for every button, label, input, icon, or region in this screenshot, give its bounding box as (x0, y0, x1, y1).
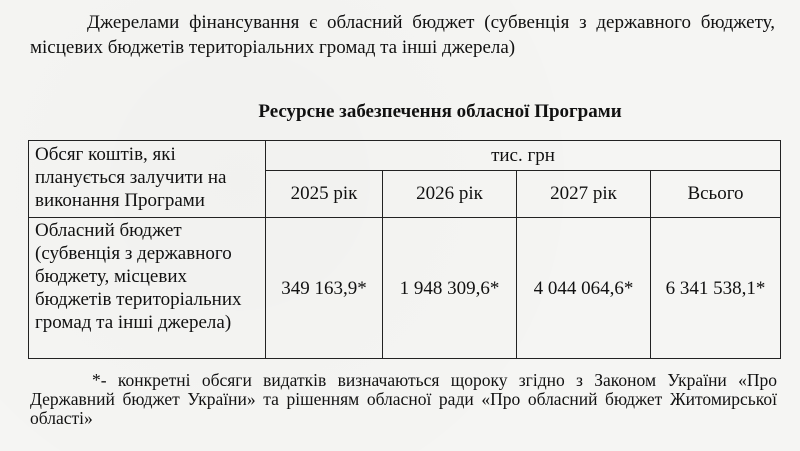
header-funding-volume: Обсяг коштів, які планується залучити на виконання Програми (29, 141, 266, 218)
header-total: Всього (651, 170, 781, 217)
value-total: 6 341 538,1* (651, 218, 781, 359)
resource-table (28, 140, 781, 359)
header-unit: тис. грн (266, 141, 781, 171)
footnote: *- конкретні обсяги видатків визначаються щороку згідно з Законом України «Про Державний бюджет України» та рішенням обласної ради «Про обласний бюджет Житомирської області» (30, 370, 777, 428)
value-2025: 349 163,9* (266, 218, 383, 359)
header-year-2027: 2027 рік (517, 170, 651, 217)
header-year-2026: 2026 рік (383, 170, 517, 217)
value-2027: 4 044 064,6* (517, 218, 651, 359)
value-2026: 1 948 309,6* (383, 218, 517, 359)
table-row (29, 218, 781, 359)
table-header-row (29, 141, 781, 171)
header-year-2025: 2025 рік (266, 170, 383, 217)
intro-paragraph: Джерелами фінансування є обласний бюджет (субвенція з державного бюджету, місцевих бюджетів територіальних громад та інші джерела) (30, 12, 775, 58)
section-heading: Ресурсне забезпечення обласної Програми (258, 101, 622, 122)
row-label-regional-budget: Обласний бюджет (субвенція з державного бюджету, місцевих бюджетів територіальних громад та інші джерела) (29, 218, 266, 359)
